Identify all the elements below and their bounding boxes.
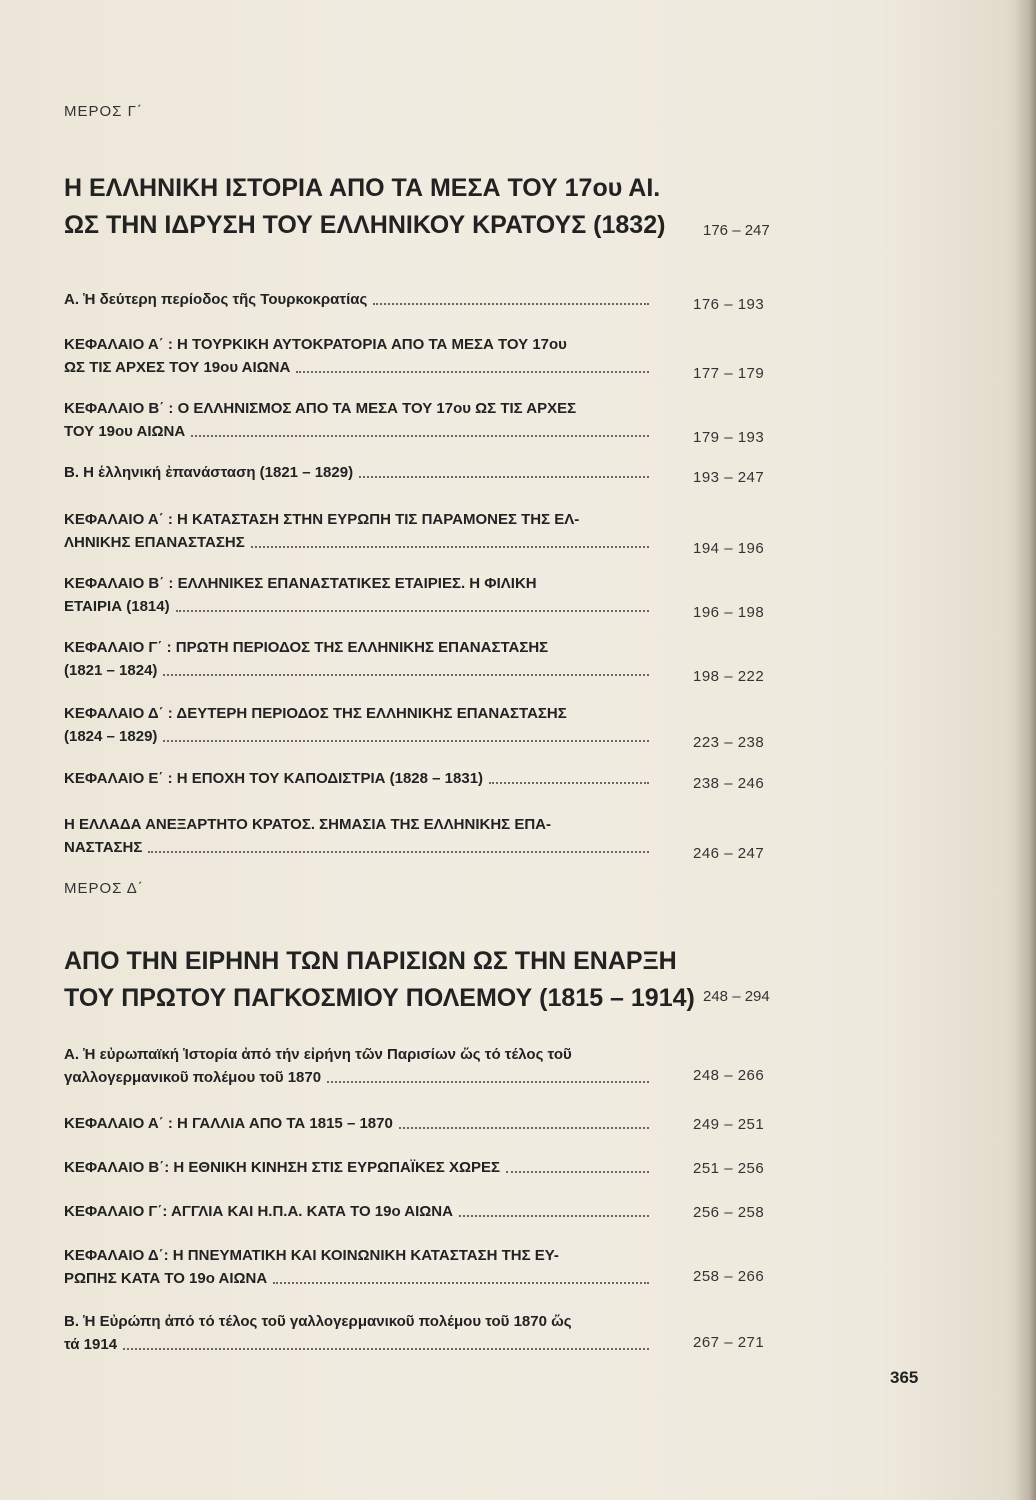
toc-entry: [64, 461, 794, 484]
toc-entry-line: [64, 725, 649, 748]
toc-entry-line: [64, 333, 649, 356]
toc-entry-pages: 238 – 246: [693, 775, 765, 792]
toc-entry-pages: 248 – 266: [693, 1067, 765, 1084]
toc-entry-line: [64, 836, 649, 859]
toc-entry-title: [64, 333, 649, 379]
toc-entry-text: Β. Η ἑλληνική ἐπανάσταση (1821 – 1829): [64, 464, 354, 481]
toc-entry-text: ΚΕΦΑΛΑΙΟ Α΄ : Η ΚΑΤΑΣΤΑΣΗ ΣΤΗΝ ΕΥΡΩΠΗ ΤΙΣ ΠΑΡΑΜΟΝΕΣ ΤΗΣ ΕΛ-: [64, 511, 580, 528]
toc-entry-pages: 177 – 179: [693, 365, 765, 382]
toc-entry-text: ΤΟΥ 19ου ΑΙΩΝΑ: [64, 423, 186, 440]
dot-leader: [273, 1282, 649, 1284]
toc-entry-text: ΚΕΦΑΛΑΙΟ Β΄: Η ΕΘΝΙΚΗ ΚΙΝΗΣΗ ΣΤΙΣ ΕΥΡΩΠΑΪΚΕΣ ΧΩΡΕΣ: [64, 1159, 501, 1176]
toc-entry-pages: 193 – 247: [693, 469, 765, 486]
toc-entry-title: [64, 1156, 649, 1179]
toc-entry-pages: 196 – 198: [693, 604, 765, 621]
toc-entry-line: [64, 1244, 649, 1267]
toc-entry-title: [64, 1244, 649, 1290]
toc-entry-text: ΚΕΦΑΛΑΙΟ Δ΄: Η ΠΝΕΥΜΑΤΙΚΗ ΚΑΙ ΚΟΙΝΩΝΙΚΗ ΚΑΤΑΣΤΑΣΗ ΤΗΣ ΕΥ-: [64, 1247, 559, 1264]
part-d-title-line1: ΑΠΟ ΤΗΝ ΕΙΡΗΝΗ ΤΩΝ ΠΑΡΙΣΙΩΝ ΩΣ ΤΗΝ ΕΝΑΡΞΗ: [64, 947, 677, 975]
dot-leader: [399, 1127, 649, 1129]
toc-entry-text: ΚΕΦΑΛΑΙΟ Γ΄ : ΠΡΩΤΗ ΠΕΡΙΟΔΟΣ ΤΗΣ ΕΛΛΗΝΙΚΗΣ ΕΠΑΝΑΣΤΑΣΗΣ: [64, 639, 549, 656]
dot-leader: [327, 1081, 649, 1083]
part-d-range: 248 – 294: [703, 988, 770, 1005]
toc-entry-line: [64, 1112, 649, 1135]
toc-entry-title: [64, 1200, 649, 1223]
dot-leader: [163, 740, 649, 742]
toc-entry-text: Β. Ἡ Εὐρώπη ἀπό τό τέλος τοῦ γαλλογερμανικοῦ πολέμου τοῦ 1870 ὥς: [64, 1313, 572, 1330]
dot-leader: [296, 371, 649, 373]
toc-entry-title: [64, 1043, 649, 1089]
dot-leader: [373, 303, 649, 305]
toc-entry-pages: 223 – 238: [693, 734, 765, 751]
toc-entry-line: [64, 356, 649, 379]
toc-entry-line: [64, 1066, 649, 1089]
toc-entry: [64, 572, 794, 621]
toc-entry-text: Η ΕΛΛΑΔΑ ΑΝΕΞΑΡΤΗΤΟ ΚΡΑΤΟΣ. ΣΗΜΑΣΙΑ ΤΗΣ ΕΛΛΗΝΙΚΗΣ ΕΠΑ-: [64, 816, 552, 833]
toc-entry-line: [64, 1043, 649, 1066]
toc-entry-line: [64, 1310, 649, 1333]
toc-entry: [64, 1156, 794, 1179]
dot-leader: [251, 546, 649, 548]
toc-entry-title: [64, 813, 649, 859]
toc-entry-text: ΡΩΠΗΣ ΚΑΤΑ ΤΟ 19ο ΑΙΩΝΑ: [64, 1270, 268, 1287]
toc-entry-line: [64, 813, 649, 836]
part-g-title: [64, 170, 684, 244]
toc-entry-line: [64, 767, 649, 790]
toc-entry-line: [64, 595, 649, 618]
toc-entry-line: [64, 659, 649, 682]
toc-entry: [64, 1310, 794, 1356]
toc-entry-text: ΚΕΦΑΛΑΙΟ Α΄ : Η ΓΑΛΛΙΑ ΑΠΟ ΤΑ 1815 – 1870: [64, 1115, 393, 1132]
toc-entry-title: [64, 397, 649, 443]
toc-entry-line: [64, 397, 649, 420]
toc-entry-pages: 251 – 256: [693, 1160, 765, 1177]
toc-entry: [64, 702, 794, 751]
toc-entry: [64, 1200, 794, 1223]
toc-entry-text: ΚΕΦΑΛΑΙΟ Ε΄ : Η ΕΠΟΧΗ ΤΟΥ ΚΑΠΟΔΙΣΤΡΙΑ (1828 – 1831): [64, 770, 484, 787]
toc-entry-pages: 249 – 251: [693, 1116, 765, 1133]
toc-entry-line: [64, 420, 649, 443]
toc-entry-pages: 179 – 193: [693, 429, 765, 446]
toc-entry-text: ΚΕΦΑΛΑΙΟ Γ΄: ΑΓΓΛΙΑ ΚΑΙ Η.Π.Α. ΚΑΤΑ ΤΟ 19ο ΑΙΩΝΑ: [64, 1203, 453, 1220]
toc-entry-title: [64, 702, 649, 748]
toc-entry-text: ΕΤΑΙΡΙΑ (1814): [64, 598, 170, 615]
toc-entry: [64, 1043, 794, 1089]
toc-entry-line: [64, 1200, 649, 1223]
dot-leader: [506, 1171, 649, 1173]
toc-entry-text: Α. Ἡ εὐρωπαϊκή Ἱστορία ἀπό τήν εἰρήνη τῶν Παρισίων ὥς τό τέλος τοῦ: [64, 1046, 572, 1063]
toc-entry: [64, 288, 794, 311]
dot-leader: [148, 851, 649, 853]
toc-entry: [64, 333, 794, 382]
toc-entry: [64, 636, 794, 685]
dot-leader: [176, 610, 649, 612]
part-g-title-line2: ΩΣ ΤΗΝ ΙΔΡΥΣΗ ΤΟΥ ΕΛΛΗΝΙΚΟΥ ΚΡΑΤΟΥΣ (1832): [64, 211, 666, 239]
toc-entry-line: [64, 702, 649, 725]
dot-leader: [191, 435, 649, 437]
toc-entry-title: [64, 572, 649, 618]
toc-entry-title: [64, 1310, 649, 1356]
toc-entry-title: [64, 1112, 649, 1135]
toc-entry-text: τά 1914: [64, 1336, 118, 1353]
toc-entry: [64, 1244, 794, 1290]
toc-entry-pages: 258 – 266: [693, 1268, 765, 1285]
toc-entry-pages: 256 – 258: [693, 1204, 765, 1221]
toc-entry-text: (1824 – 1829): [64, 728, 158, 745]
toc-entry-line: [64, 531, 649, 554]
part-g-label: ΜΕΡΟΣ Γ΄: [64, 103, 143, 120]
toc-entry-text: Α. Ἡ δεύτερη περίοδος τῆς Τουρκοκρατίας: [64, 291, 368, 308]
dot-leader: [359, 476, 649, 478]
toc-entry-text: ΝΑΣΤΑΣΗΣ: [64, 839, 143, 856]
toc-entry-text: ΚΕΦΑΛΑΙΟ Β΄ : ΕΛΛΗΝΙΚΕΣ ΕΠΑΝΑΣΤΑΤΙΚΕΣ ΕΤΑΙΡΙΕΣ. Η ΦΙΛΙΚΗ: [64, 575, 537, 592]
toc-entry-pages: 198 – 222: [693, 668, 765, 685]
toc-entry-line: [64, 288, 649, 311]
toc-entry-title: [64, 461, 649, 484]
toc-entry-text: (1821 – 1824): [64, 662, 158, 679]
toc-entry-line: [64, 1267, 649, 1290]
toc-entry-pages: 267 – 271: [693, 1334, 765, 1351]
toc-entry: [64, 813, 794, 862]
toc-entry: [64, 508, 794, 557]
toc-entry-title: [64, 508, 649, 554]
toc-entry-title: [64, 767, 649, 790]
toc-entry-line: [64, 572, 649, 595]
part-d-title-line2: ΤΟΥ ΠΡΩΤΟΥ ΠΑΓΚΟΣΜΙΟΥ ΠΟΛΕΜΟΥ (1815 – 1914): [64, 984, 695, 1012]
toc-entry: [64, 397, 794, 446]
toc-entry-line: [64, 461, 649, 484]
toc-entry: [64, 767, 794, 790]
page-edge-shadow: [1014, 0, 1036, 1500]
toc-entry-line: [64, 636, 649, 659]
part-d-label: ΜΕΡΟΣ Δ΄: [64, 880, 144, 897]
toc-entry-text: ΚΕΦΑΛΑΙΟ Δ΄ : ΔΕΥΤΕΡΗ ΠΕΡΙΟΔΟΣ ΤΗΣ ΕΛΛΗΝΙΚΗΣ ΕΠΑΝΑΣΤΑΣΗΣ: [64, 705, 567, 722]
toc-entry-title: [64, 636, 649, 682]
toc-entry-title: [64, 288, 649, 311]
dot-leader: [489, 782, 649, 784]
toc-entry-line: [64, 1156, 649, 1179]
toc-entry-line: [64, 508, 649, 531]
toc-entry-text: ΩΣ ΤΙΣ ΑΡΧΕΣ ΤΟΥ 19ου ΑΙΩΝΑ: [64, 359, 291, 376]
page-number: 365: [890, 1368, 919, 1387]
dot-leader: [163, 674, 649, 676]
toc-entry-pages: 246 – 247: [693, 845, 765, 862]
toc-entry-pages: 194 – 196: [693, 540, 765, 557]
toc-entry-pages: 176 – 193: [693, 296, 765, 313]
toc-entry-text: ΚΕΦΑΛΑΙΟ Α΄ : Η ΤΟΥΡΚΙΚΗ ΑΥΤΟΚΡΑΤΟΡΙΑ ΑΠΟ ΤΑ ΜΕΣΑ ΤΟΥ 17ου: [64, 336, 567, 353]
toc-entry-text: ΚΕΦΑΛΑΙΟ Β΄ : Ο ΕΛΛΗΝΙΣΜΟΣ ΑΠΟ ΤΑ ΜΕΣΑ ΤΟΥ 17ου ΩΣ ΤΙΣ ΑΡΧΕΣ: [64, 400, 577, 417]
part-d-title: [64, 943, 695, 1017]
toc-entry-text: γαλλογερμανικοῦ πολέμου τοῦ 1870: [64, 1069, 322, 1086]
part-g-title-line1: Η ΕΛΛΗΝΙΚΗ ΙΣΤΟΡΙΑ ΑΠΟ ΤΑ ΜΕΣΑ ΤΟΥ 17ου ΑΙ.: [64, 174, 661, 202]
toc-entry-text: ΛΗΝΙΚΗΣ ΕΠΑΝΑΣΤΑΣΗΣ: [64, 534, 245, 551]
toc-entry-line: [64, 1333, 649, 1356]
part-g-range: 176 – 247: [703, 222, 770, 239]
toc-entry: [64, 1112, 794, 1135]
dot-leader: [123, 1348, 649, 1350]
dot-leader: [459, 1215, 649, 1217]
